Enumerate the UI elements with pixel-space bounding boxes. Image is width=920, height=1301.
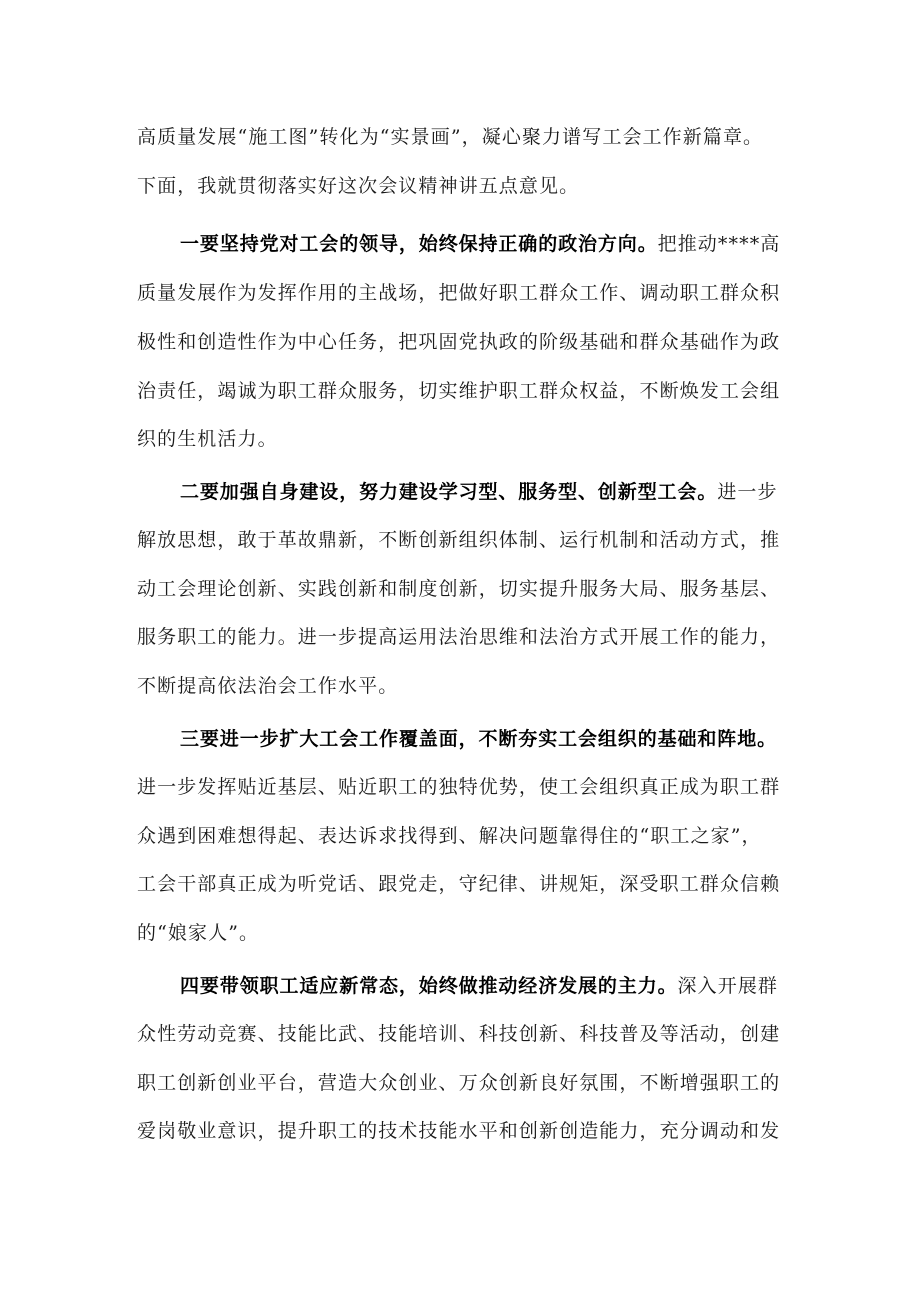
point-4-first-line [180, 975, 778, 997]
point-2-line: 服务职工的能力。进一步提高运用法治思维和法治方式开展工作的能力， [137, 626, 781, 648]
point-2-first-rest: 进一步 [717, 481, 778, 503]
point-1-line: 质量发展作为发挥作用的主战场，把做好职工群众工作、调动职工群众积 [137, 282, 781, 304]
point-3-line: 工会干部真正成为听党话、跟党走，守纪律、讲规矩，深受职工群众信赖 [137, 873, 781, 895]
point-1-heading: 一要坚持党对工会的领导，始终保持正确的政治方向。 [180, 233, 658, 255]
point-2-first-line [180, 481, 778, 503]
intro-line-1: 高质量发展“施工图”转化为“实景画”，凝心聚力谱写工会工作新篇章。 [137, 126, 764, 148]
point-2-line: 解放思想，敢于革故鼎新，不断创新组织体制、运行机制和活动方式，推 [137, 529, 781, 551]
point-4-first-rest: 深入开展群 [677, 975, 779, 997]
point-2-heading: 二要加强自身建设，努力建设学习型、服务型、创新型工会。 [180, 481, 718, 503]
point-1-first-line [180, 233, 780, 255]
point-4-line: 职工创新创业平台，营造大众创业、万众创新良好氛围，不断增强职工的 [137, 1072, 781, 1094]
point-3-line: 的“娘家人”。 [137, 922, 260, 944]
point-3-first-line [180, 728, 777, 750]
point-1-line: 极性和创造性作为中心任务，把巩固党执政的阶级基础和群众基础作为政 [137, 331, 781, 353]
intro-line-2: 下面，我就贯彻落实好这次会议精神讲五点意见。 [137, 175, 580, 197]
point-3-heading: 三要进一步扩大工会工作覆盖面，不断夯实工会组织的基础和阵地。 [180, 728, 778, 750]
point-1-line: 治责任，竭诚为职工群众服务，切实维护职工群众权益，不断焕发工会组 [137, 380, 781, 402]
point-2-line: 不断提高依法治会工作水平。 [137, 675, 399, 697]
point-2-line: 动工会理论创新、实践创新和制度创新，切实提升服务大局、服务基层、 [137, 578, 781, 600]
point-4-line: 爱岗敬业意识，提升职工的技术技能水平和创新创造能力，充分调动和发 [137, 1120, 781, 1142]
point-3-line: 众遇到困难想得起、表达诉求找得到、解决问题靠得住的“职工之家”， [137, 825, 762, 847]
point-4-heading: 四要带领职工适应新常态，始终做推动经济发展的主力。 [180, 975, 678, 997]
point-3-line: 进一步发挥贴近基层、贴近职工的独特优势，使工会组织真正成为职工群 [137, 776, 781, 798]
point-4-line: 众性劳动竞赛、技能比武、技能培训、科技创新、科技普及等活动，创建 [137, 1023, 781, 1045]
point-1-first-rest: 把推动****高 [657, 233, 781, 255]
point-1-line: 织的生机活力。 [137, 428, 278, 450]
